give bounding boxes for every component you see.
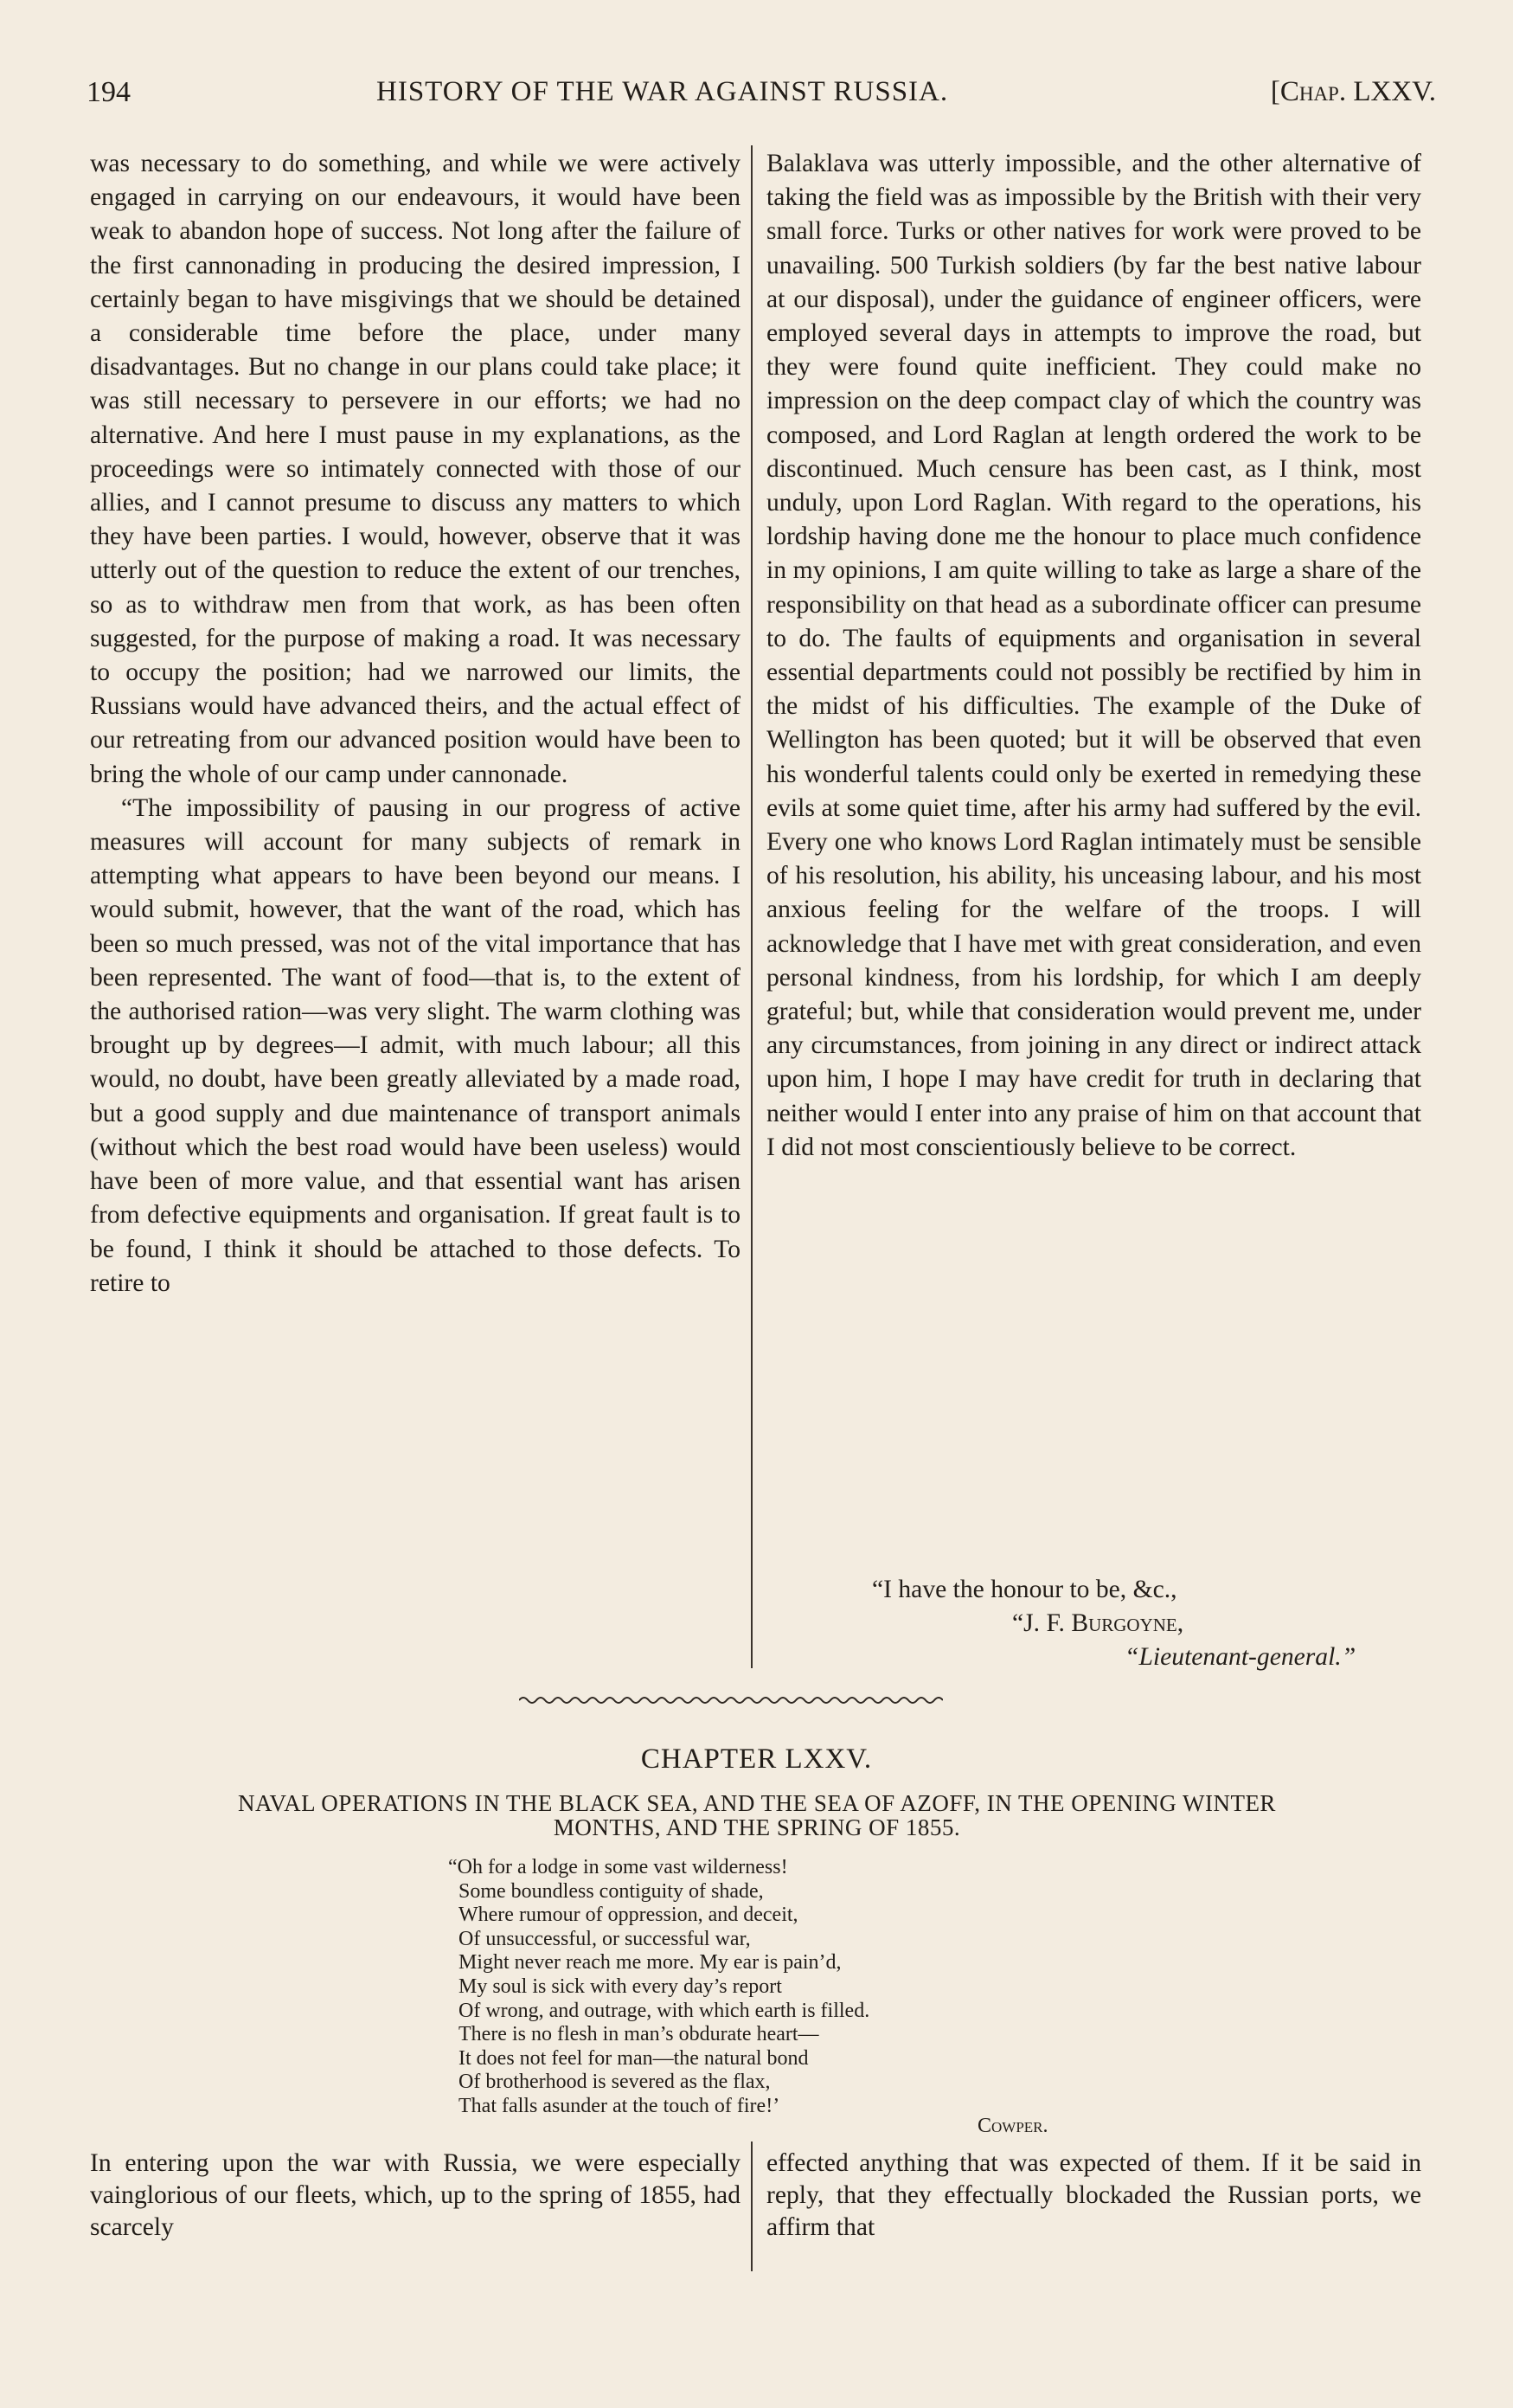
epigraph-line: Of unsuccessful, or successful war, [458,1927,751,1950]
chapter-title: CHAPTER LXXV. [640,1743,873,1775]
column-divider [751,2142,753,2271]
chapter-body-left-column [90,2148,740,2244]
epigraph-attribution: Cowper. [978,2115,1048,2137]
epigraph-line: That falls asunder at the touch of fire!’ [458,2094,780,2117]
epigraph-line: Of wrong, and outrage, with which earth is filled. [458,1999,870,2022]
epigraph-line: Where rumour of oppression, and deceit, [458,1904,798,1927]
epigraph-line: Some boundless contiguity of shade, [458,1879,764,1903]
epigraph [448,1856,869,2119]
chapter-subtitle-line: MONTHS, AND THE SPRING OF 1855. [553,1814,961,1840]
letter-left-column [90,147,740,1300]
epigraph-line: My soul is sick with every day’s report [458,1975,782,1998]
chapter-subtitle [87,1791,1427,1840]
letter-signature: “J. F. Burgoyne, [1012,1609,1184,1637]
epigraph-line: It does not feel for man—the natural bond [458,2046,809,2070]
epigraph-line: “Oh for a lodge in some vast wilderness! [448,1856,788,1878]
ornamental-divider [519,1694,943,1706]
letter-closing: “I have the honour to be, &c., [872,1576,1177,1603]
page-header [87,76,1436,128]
running-title: HISTORY OF THE WAR AGAINST RUSSIA. [376,76,949,107]
epigraph-line: Might never reach me more. My ear is pain’d, [458,1951,842,1975]
letter-paragraph: was necessary to do something, and while we were actively engaged in carrying on our endeavours, it would have been weak to abandon hope of success. Not long after the failure of the first cannonading in producing the desired impression, I certainly began to have misgivings that we should be detained a considerable time before the place, under many disadvantages. But no change in our plans could take place; it was still necessary to persevere in our efforts; we had no alternative. And here I must pause in my explanations, as the proceedings were so intimately connected with those of our allies, and I cannot presume to discuss any matters to which they have been parties. I would, however, observe that it was utterly out of the question to reduce the extent of our trenches, so as to withdraw men from that work, as has been often suggested, for the purpose of making a road. It was necessary to occupy the position; had we narrowed our limits, the Russians would have advanced theirs, and the actual effect of our retreating from our advanced position would have been to bring the whole of our camp under cannonade. [90,150,740,788]
column-divider [751,145,753,1668]
epigraph-line: There is no flesh in man’s obdurate heart— [458,2023,819,2046]
epigraph-line: Of brotherhood is severed as the flax, [458,2071,771,2094]
letter-right-column [766,147,1421,1165]
letter-paragraph: Balaklava was utterly impossible, and the other alternative of taking the field was as impossible by the British with their very small force. Turks or other natives for work were proved to be unavailing. 500 Turkish soldiers (by far the best native labour at our disposal), under the guidance of engineer officers, were employed several days in attempts to improve the road, but they were found quite inefficient. They could make no impression on the deep compact clay of which the country was composed, and Lord Raglan at length ordered the work to be discontinued. Much censure has been cast, as I think, most unduly, upon Lord Raglan. With regard to the operations, his lordship having done me the honour to place much confidence in my opinions, I am quite willing to take as large a share of the responsibility on that head as a subordinate officer can presume to do. The faults of equipments and organisation in several essential departments could not possibly be rectified by him in the midst of his difficulties. The example of the Duke of Wellington has been quoted; but it will be observed that even his wonderful talents could only be exerted in remedying these evils at some quiet time, after his army had suffered by the evil. Every one who knows Lord Raglan intimately must be sensible of his resolution, his ability, his unceasing labour, and his most anxious feeling for the welfare of the troops. I will acknowledge that I have met with great consideration, and even personal kindness, from his lordship, for which I am deeply grateful; but, while that consideration would prevent me, under any circumstances, from joining in any direct or indirect attack upon him, I hope I may have credit for truth in declaring that neither would I enter into any praise of him on that account that I did not most conscientiously believe to be correct. [766,150,1421,1161]
chapter-paragraph-continued: effected anything that was expected of them. If it be said in reply, that they effectually blockaded the Russian ports, we affirm that [766,2149,1421,2241]
letter-paragraph: “The impossibility of pausing in our progress of active measures will account for many subjects of remark in attempting what appears to have been beyond our means. I would submit, however, that the want of the road, which has been so much pressed, was not of the vital importance that has been represented. The want of food—that is, to the extent of the authorised ration—was very slight. The warm clothing was brought up by degrees—I admit, with much labour; all this would, no doubt, have been greatly alleviated by a made road, but a good supply and due maintenance of transport animals (without which the best road would have been useless) would have been of more value, and that essential want has arisen from defective equipments and organisation. If great fault is to be found, I think it should be attached to those defects. To retire to [90,793,740,1297]
chapter-subtitle-line: NAVAL OPERATIONS IN THE BLACK SEA, AND THE SEA OF AZOFF, IN THE OPENING WINTER [238,1790,1276,1816]
letter-rank: “Lieutenant-general.” [1125,1643,1356,1671]
chapter-reference: [Chap. LXXV. [1270,76,1436,107]
chapter-opening-paragraph: In entering upon the war with Russia, we were especially vainglorious of our fleets, which, up to the spring of 1855, had scarcely [90,2149,740,2241]
page-number: 194 [87,76,131,108]
chapter-body-right-column [766,2148,1421,2244]
